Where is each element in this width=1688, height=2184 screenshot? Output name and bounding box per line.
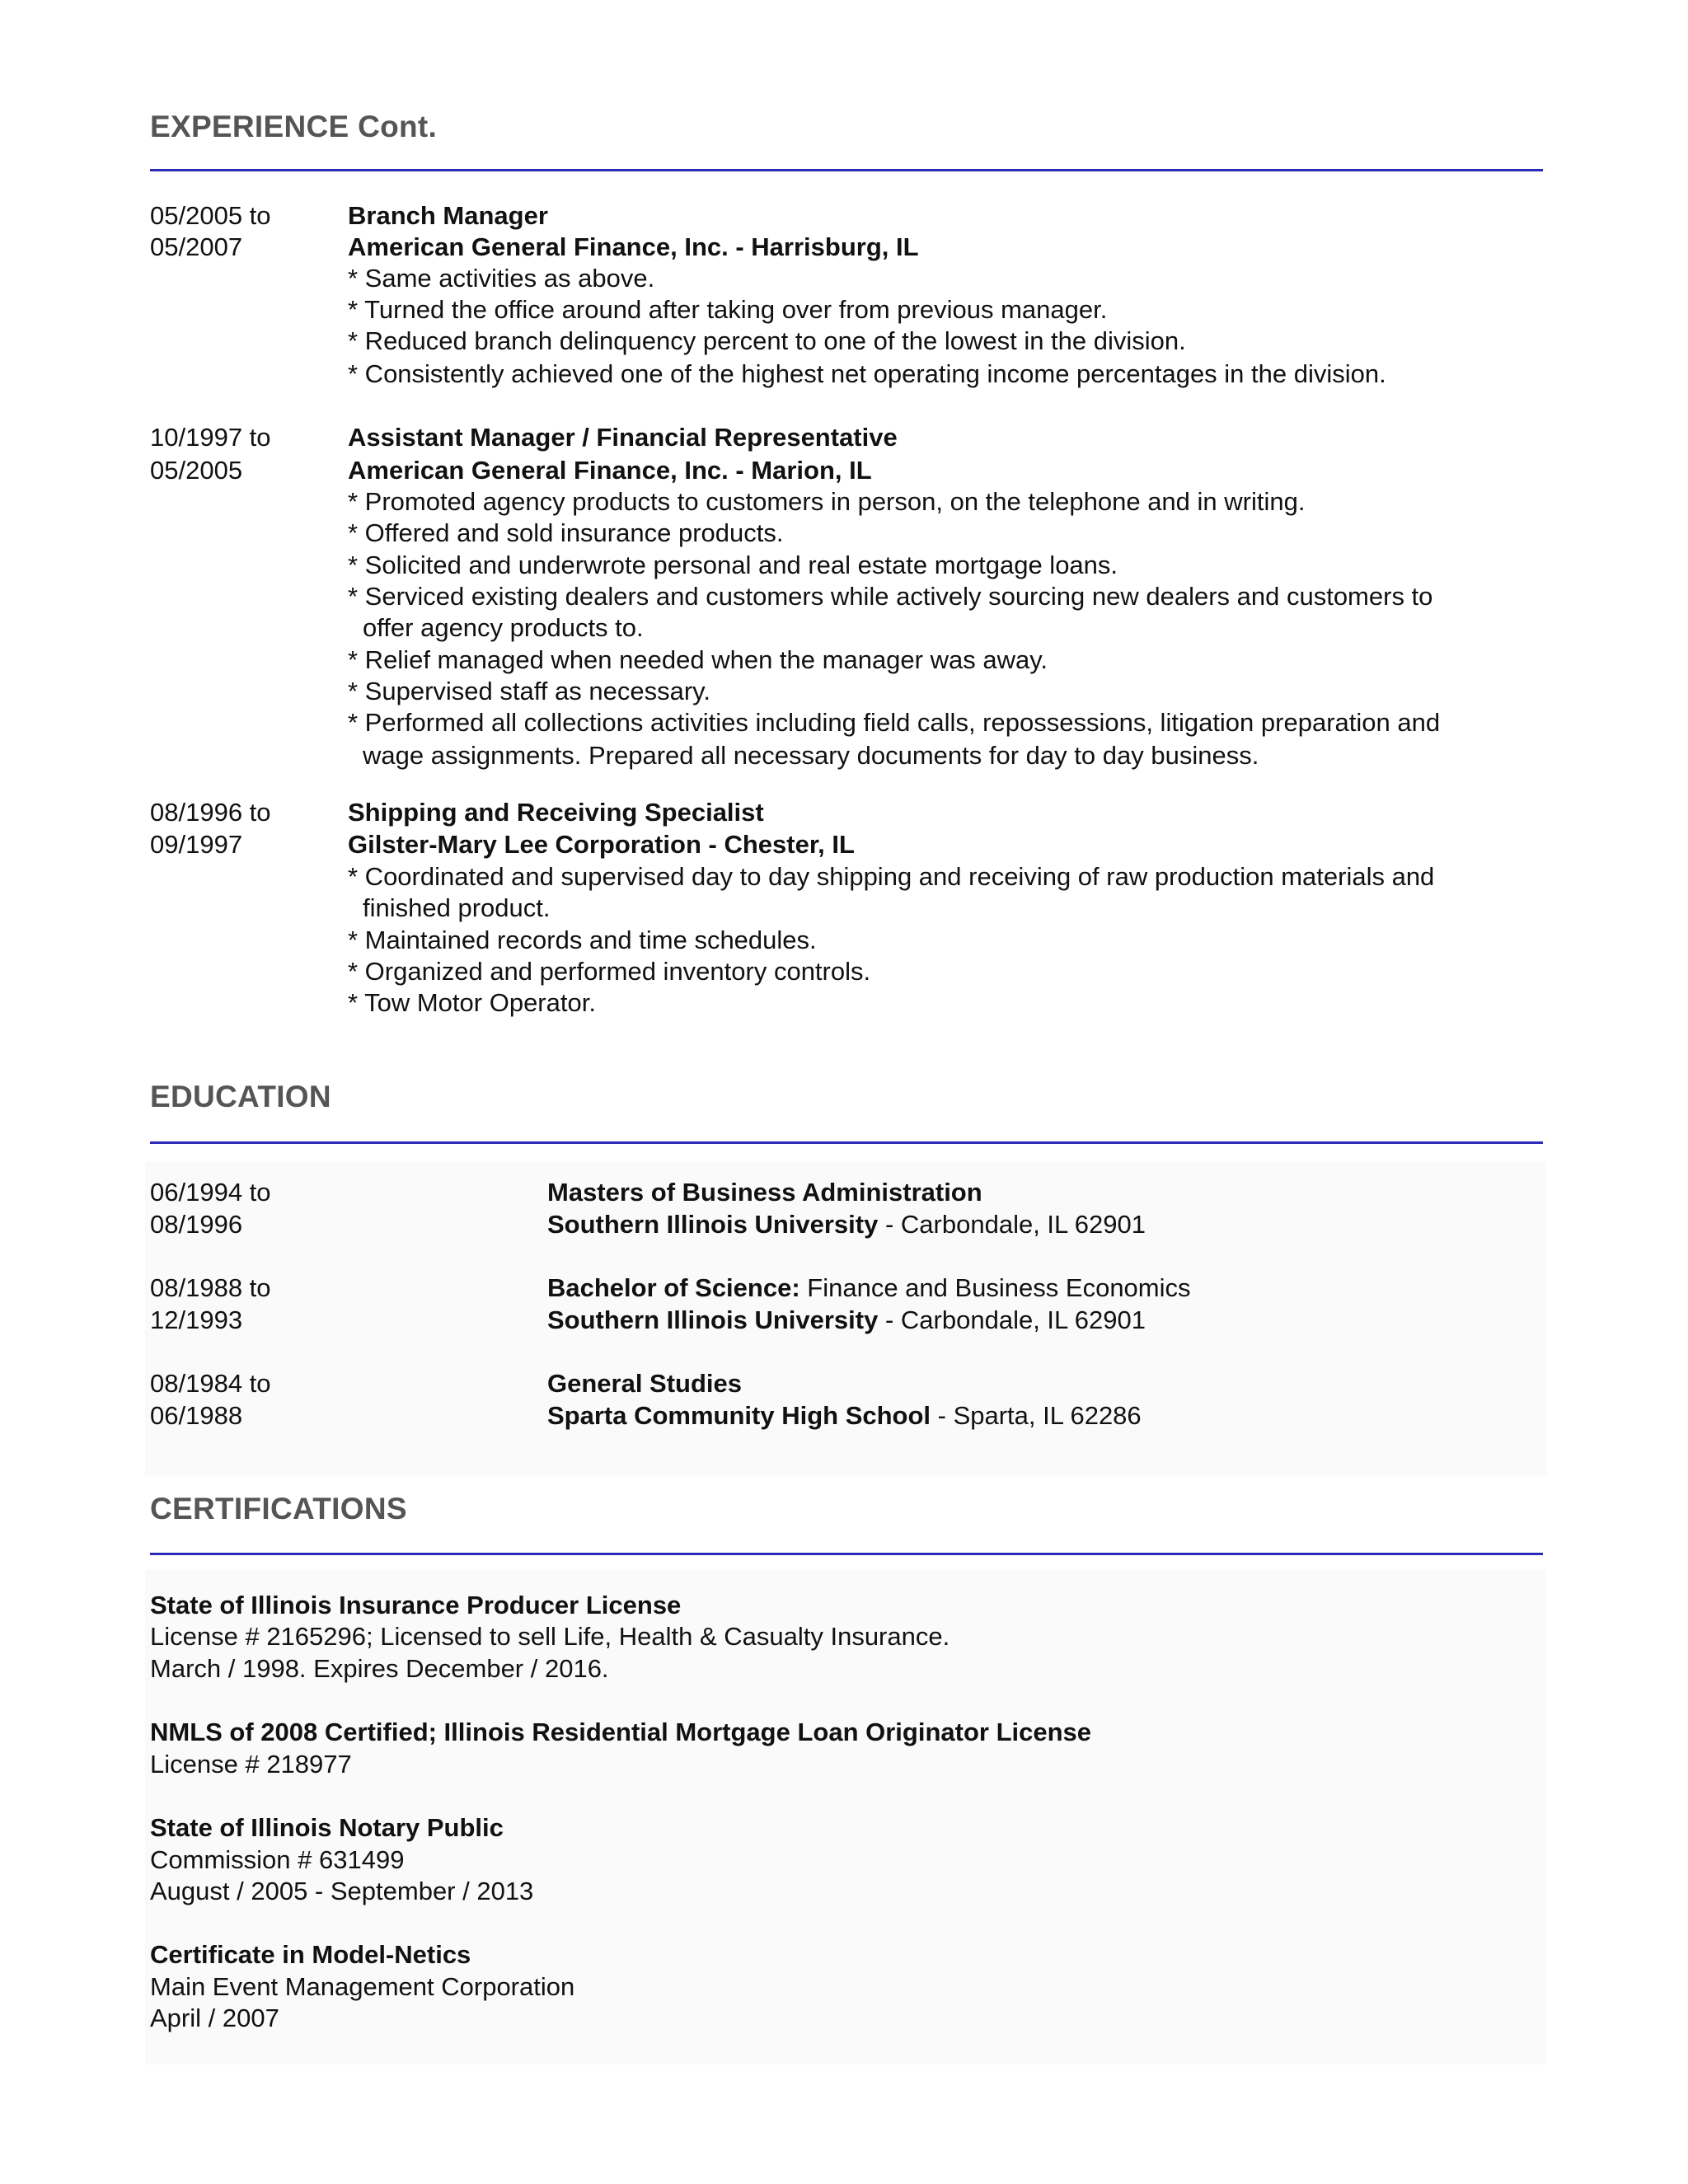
job-bullet: * Maintained records and time schedules. [348,926,817,954]
job-bullet: * Coordinated and supervised day to day shipping and receiving of raw production materials and [348,862,1435,891]
edu-degree: General Studies [547,1369,743,1398]
job-title: Shipping and Receiving Specialist [348,798,764,827]
job-bullet-continuation: wage assignments. Prepared all necessary documents for day to day business. [363,741,1259,770]
job-date-from: 05/2005 to [150,201,271,230]
job-bullet: * Organized and performed inventory controls. [348,957,871,986]
edu-school: Sparta Community High School [547,1401,931,1430]
job-bullet: * Offered and sold insurance products. [348,518,784,547]
section-divider [150,1141,1543,1144]
job-bullet: * Performed all collections activities including field calls, repossessions, litigation preparation and [348,708,1441,737]
edu-degree-line [547,1368,742,1399]
cert-line: Commission # 631499 [150,1845,405,1874]
cert-title: State of Illinois Insurance Producer License [150,1591,682,1619]
certifications-heading: CERTIFICATIONS [150,1492,407,1526]
job-bullet-continuation: finished product. [363,893,551,922]
job-date-to: 05/2007 [150,232,243,261]
job-title: Assistant Manager / Financial Representative [348,423,898,452]
edu-date-from: 08/1984 to [150,1369,271,1398]
cert-line: License # 218977 [150,1750,352,1779]
job-date-from: 10/1997 to [150,423,271,452]
job-bullet: * Serviced existing dealers and customers while actively sourcing new dealers and customers to [348,582,1433,611]
job-company: American General Finance, Inc. - Harrisburg, IL [348,232,919,261]
job-company: American General Finance, Inc. - Marion, IL [348,456,872,485]
edu-location: - Sparta, IL 62286 [931,1401,1142,1430]
cert-title: State of Illinois Notary Public [150,1813,504,1842]
edu-degree-line [547,1177,982,1208]
edu-date-from: 06/1994 to [150,1178,271,1207]
cert-line: License # 2165296; Licensed to sell Life, Health & Casualty Insurance. [150,1622,950,1651]
job-date-from: 08/1996 to [150,798,271,827]
edu-date-to: 12/1993 [150,1305,243,1334]
section-divider [150,169,1543,171]
edu-school: Southern Illinois University [547,1210,879,1239]
edu-degree-detail: Finance and Business Economics [799,1273,1191,1302]
edu-location: - Carbondale, IL 62901 [878,1210,1146,1239]
cert-line: Main Event Management Corporation [150,1972,575,2001]
edu-school-line [547,1209,1146,1240]
edu-school-line [547,1400,1142,1432]
job-company: Gilster-Mary Lee Corporation - Chester, IL [348,830,855,859]
job-bullet: * Tow Motor Operator. [348,988,596,1017]
cert-title: NMLS of 2008 Certified; Illinois Residential Mortgage Loan Originator License [150,1718,1092,1746]
edu-date-to: 06/1988 [150,1401,243,1430]
cert-line: August / 2005 - September / 2013 [150,1877,534,1905]
edu-degree-line [547,1272,1191,1304]
education-heading: EDUCATION [150,1080,331,1113]
section-divider [150,1553,1543,1555]
job-bullet-continuation: offer agency products to. [363,613,644,642]
edu-date-to: 08/1996 [150,1210,243,1239]
edu-degree: Masters of Business Administration [547,1178,982,1207]
cert-line: April / 2007 [150,2004,279,2032]
job-bullet: * Supervised staff as necessary. [348,677,710,705]
job-bullet: * Relief managed when needed when the manager was away. [348,645,1048,674]
experience-heading: EXPERIENCE Cont. [150,110,438,143]
edu-school-line [547,1305,1146,1336]
edu-degree: Bachelor of Science: [547,1273,800,1302]
edu-location: - Carbondale, IL 62901 [878,1305,1146,1334]
edu-school: Southern Illinois University [547,1305,879,1334]
job-bullet: * Turned the office around after taking over from previous manager. [348,295,1108,324]
job-bullet: * Solicited and underwrote personal and real estate mortgage loans. [348,551,1118,579]
job-date-to: 09/1997 [150,830,243,859]
job-date-to: 05/2005 [150,456,243,485]
cert-line: March / 1998. Expires December / 2016. [150,1654,609,1683]
job-bullet: * Consistently achieved one of the highest net operating income percentages in the division. [348,359,1386,388]
cert-title: Certificate in Model-Netics [150,1940,471,1969]
job-bullet: * Promoted agency products to customers in person, on the telephone and in writing. [348,487,1306,516]
edu-date-from: 08/1988 to [150,1273,271,1302]
job-bullet: * Same activities as above. [348,264,655,293]
job-title: Branch Manager [348,201,548,230]
job-bullet: * Reduced branch delinquency percent to one of the lowest in the division. [348,326,1186,355]
